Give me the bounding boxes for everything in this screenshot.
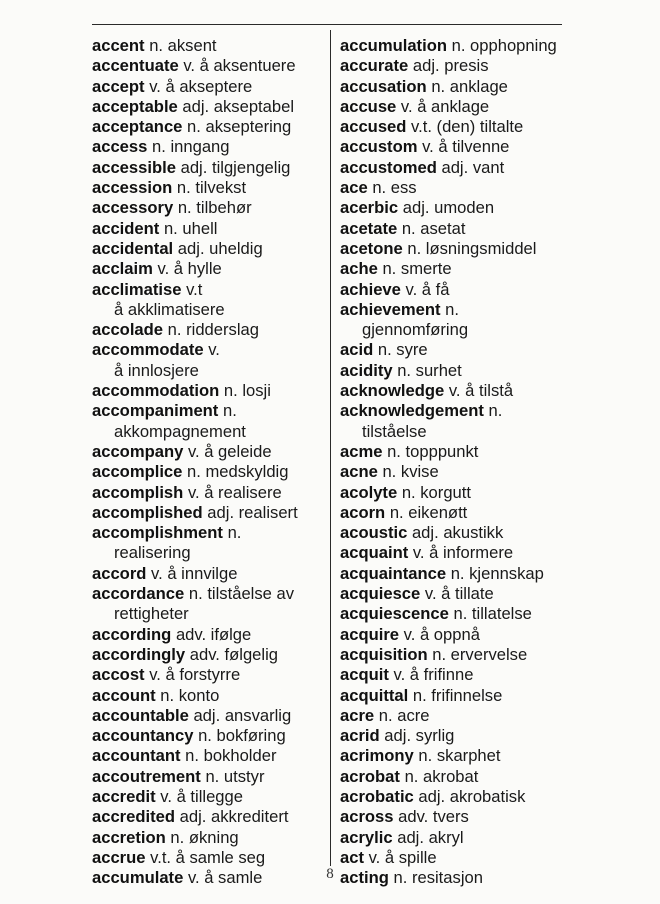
entry-definition: n. medskyldig xyxy=(187,462,289,482)
entry-definition: n. bokføring xyxy=(198,726,286,746)
entry-definition: v. å tillegge xyxy=(160,786,243,806)
entry xyxy=(340,401,562,421)
entry-definition: v. å realisere xyxy=(187,482,282,502)
entry-definition: adj. syrlig xyxy=(384,726,455,746)
entry xyxy=(92,117,324,137)
entry xyxy=(92,787,324,807)
entry-headword: acoustic xyxy=(340,523,408,543)
entry-headword: accredit xyxy=(92,786,156,806)
entry-definition: n. surhet xyxy=(397,360,462,380)
entry-headword: accrue xyxy=(92,847,146,867)
entry xyxy=(340,300,562,320)
entry-definition: v. å tilvenne xyxy=(422,137,510,157)
entry-definition: v.t xyxy=(186,279,203,299)
entry-headword: acrylic xyxy=(340,827,393,847)
entry xyxy=(340,645,562,665)
entry-definition: v. å hylle xyxy=(157,259,222,279)
entry-headword: acquisition xyxy=(340,644,428,664)
entry-headword: accentuate xyxy=(92,56,179,76)
entry-definition: n. xyxy=(222,401,237,421)
entry-definition: v. å informere xyxy=(412,543,514,563)
entry-definition: v. å aksentuere xyxy=(183,56,296,76)
entry-headword: account xyxy=(92,685,156,705)
entry-headword: accumulate xyxy=(92,868,184,888)
entry-definition: adj. realisert xyxy=(207,502,298,522)
entry-headword: acrobatic xyxy=(340,786,414,806)
entry-headword: accord xyxy=(92,563,147,583)
entry-headword: accustom xyxy=(340,137,418,157)
entry xyxy=(340,442,562,462)
entry-definition: n. bokholder xyxy=(185,746,277,766)
entry-headword: acetate xyxy=(340,218,398,238)
entry-headword: acrimony xyxy=(340,746,414,766)
entry-definition: n. asetat xyxy=(401,218,466,238)
entry-definition: n. kjennskap xyxy=(450,563,544,583)
entry-definition: n. anklage xyxy=(431,76,508,96)
entry-definition: n. uhell xyxy=(163,218,218,238)
entry xyxy=(340,523,562,543)
entry-definition: n. tilvekst xyxy=(176,178,247,198)
entry-headword: acclaim xyxy=(92,259,153,279)
entry-headword: acetone xyxy=(340,238,403,258)
entry-headword: accidental xyxy=(92,238,174,258)
entry-headword: acrid xyxy=(340,726,380,746)
entry xyxy=(92,320,324,340)
entry xyxy=(92,219,324,239)
page-number: 8 xyxy=(326,866,334,882)
entry-definition: v. å geleide xyxy=(187,441,272,461)
entry-definition: n. skarphet xyxy=(418,746,501,766)
entry-definition: v.t. (den) tiltalte xyxy=(411,117,524,137)
entry xyxy=(92,137,324,157)
entry-headword: acknowledgement xyxy=(340,401,484,421)
entry-headword: acquaint xyxy=(340,543,409,563)
entry-headword: accept xyxy=(92,76,145,96)
entry-headword: accustomed xyxy=(340,157,437,177)
entry-headword: accountant xyxy=(92,746,181,766)
entry xyxy=(340,625,562,645)
entry-headword: accountancy xyxy=(92,726,194,746)
entry-headword: acme xyxy=(340,441,383,461)
left-column xyxy=(92,36,324,888)
entry-definition: v.t. å samle seg xyxy=(150,847,266,867)
entry-definition: adv. følgelig xyxy=(189,644,279,664)
entry-headword: acorn xyxy=(340,502,386,522)
entry-definition: adj. tilgjengelig xyxy=(180,157,291,177)
entry-definition: n. losji xyxy=(223,381,271,401)
entry-headword: ache xyxy=(340,259,378,279)
entry-headword: achieve xyxy=(340,279,401,299)
entry-definition: v. å samle xyxy=(187,868,263,888)
entry-definition: n. opphopning xyxy=(451,36,557,55)
entry-headword: acidity xyxy=(340,360,393,380)
entry-headword: accompany xyxy=(92,441,184,461)
entry-definition: v. å frifinne xyxy=(393,665,474,685)
entry xyxy=(92,483,324,503)
entry xyxy=(340,604,562,624)
entry xyxy=(340,381,562,401)
entry-headword: accost xyxy=(92,665,145,685)
entry-headword: accomplice xyxy=(92,462,183,482)
entry xyxy=(340,746,562,766)
entry xyxy=(340,219,562,239)
entry-definition: v. å oppnå xyxy=(403,624,480,644)
entry xyxy=(92,807,324,827)
entry xyxy=(92,442,324,462)
entry-definition: n. akrobat xyxy=(404,766,479,786)
entry-definition-continued: rettigheter xyxy=(114,604,189,624)
entry xyxy=(340,665,562,685)
entry-headword: acrobat xyxy=(340,766,400,786)
entry xyxy=(92,158,324,178)
right-column xyxy=(340,36,562,888)
entry-headword: accusation xyxy=(340,76,427,96)
entry xyxy=(92,259,324,279)
entry xyxy=(340,767,562,787)
entry-definition: n. topppunkt xyxy=(387,441,479,461)
entry-definition-continued: tilståelse xyxy=(362,421,427,441)
entry-definition: n. smerte xyxy=(382,259,452,279)
entry xyxy=(340,117,562,137)
entry xyxy=(92,726,324,746)
entry-definition: v. å anklage xyxy=(400,96,490,116)
entry-definition: n. syre xyxy=(377,340,428,360)
column-divider xyxy=(330,30,331,866)
entry xyxy=(340,483,562,503)
entry xyxy=(92,36,324,56)
entry-definition: n. korgutt xyxy=(401,482,471,502)
entry-definition-continued: akkompagnement xyxy=(114,421,246,441)
entry xyxy=(92,665,324,685)
entry xyxy=(340,280,562,300)
entry xyxy=(340,361,562,381)
entry-headword: acid xyxy=(340,340,374,360)
entry-headword: accoutrement xyxy=(92,766,201,786)
entry-headword: accommodation xyxy=(92,381,220,401)
entry xyxy=(92,686,324,706)
entry xyxy=(340,543,562,563)
entry-definition: n. kvise xyxy=(382,462,439,482)
entry-headword: accused xyxy=(340,117,407,137)
entry-headword: accessible xyxy=(92,157,176,177)
entry-headword: acting xyxy=(340,868,389,888)
entry-headword: across xyxy=(340,807,394,827)
entry xyxy=(92,645,324,665)
entry-definition: n. xyxy=(488,401,503,421)
entry-headword: acerbic xyxy=(340,198,399,218)
entry-headword: act xyxy=(340,847,364,867)
entry-definition: n. ridderslag xyxy=(167,320,259,340)
entry xyxy=(92,584,324,604)
entry-headword: accompaniment xyxy=(92,401,219,421)
entry-headword: accolade xyxy=(92,320,164,340)
entry-headword: accident xyxy=(92,218,160,238)
entry-definition: v. å forstyrre xyxy=(149,665,241,685)
entry-definition: v. å få xyxy=(405,279,450,299)
entry xyxy=(340,787,562,807)
entry-definition: n. akseptering xyxy=(187,117,292,137)
entry-headword: accordingly xyxy=(92,644,186,664)
entry-headword: acquit xyxy=(340,665,389,685)
entry-definition: adj. vant xyxy=(441,157,505,177)
entry-headword: achievement xyxy=(340,299,441,319)
entry-headword: acne xyxy=(340,462,378,482)
entry xyxy=(92,746,324,766)
entry-headword: accomplishment xyxy=(92,523,223,543)
entry-definition: n. ervervelse xyxy=(432,644,528,664)
entry-headword: acquittal xyxy=(340,685,409,705)
entry xyxy=(92,239,324,259)
entry-definition: v. å akseptere xyxy=(149,76,253,96)
entry-definition-continued: å akklimatisere xyxy=(114,299,225,319)
entry-definition: n. løsningsmiddel xyxy=(407,238,537,258)
entry xyxy=(340,97,562,117)
entry xyxy=(92,381,324,401)
entry-definition: n. aksent xyxy=(149,36,217,55)
entry-headword: acquiesce xyxy=(340,584,421,604)
entry-definition: n. utstyr xyxy=(205,766,265,786)
entry-headword: acceptance xyxy=(92,117,183,137)
entry xyxy=(340,503,562,523)
entry xyxy=(340,706,562,726)
entry-definition: adj. akustikk xyxy=(411,523,504,543)
entry xyxy=(92,828,324,848)
entry-definition: n. ess xyxy=(372,178,417,198)
entry xyxy=(340,158,562,178)
entry-headword: ace xyxy=(340,178,368,198)
entry-definition: n. xyxy=(445,299,460,319)
entry-definition: n. acre xyxy=(378,705,430,725)
entry-definition: adj. akryl xyxy=(397,827,464,847)
entry-headword: accuse xyxy=(340,96,397,116)
entry xyxy=(340,726,562,746)
entry-definition: n. tillatelse xyxy=(453,604,532,624)
entry xyxy=(340,56,562,76)
entry-definition: n. inngang xyxy=(152,137,230,157)
entry-definition: v. å tillate xyxy=(424,584,494,604)
entry xyxy=(92,523,324,543)
entry-headword: accurate xyxy=(340,56,409,76)
entry-definition: n. økning xyxy=(170,827,239,847)
entry-headword: acquire xyxy=(340,624,400,644)
entry xyxy=(340,462,562,482)
entry-definition-continued: gjennomføring xyxy=(362,320,469,340)
entry-definition: n. tilståelse av xyxy=(188,584,295,604)
entry-headword: accordance xyxy=(92,584,185,604)
entry-headword: acre xyxy=(340,705,375,725)
entry-definition: v. å tilstå xyxy=(448,381,514,401)
entry-definition: n. eikenøtt xyxy=(389,502,468,522)
entry xyxy=(340,686,562,706)
entry xyxy=(340,178,562,198)
entry-definition: n. konto xyxy=(160,685,220,705)
entry-headword: accumulation xyxy=(340,36,447,55)
entry xyxy=(340,77,562,97)
entry-headword: accredited xyxy=(92,807,176,827)
entry-headword: access xyxy=(92,137,148,157)
entry-headword: accretion xyxy=(92,827,166,847)
entry-headword: accountable xyxy=(92,705,189,725)
entry xyxy=(92,625,324,645)
entry-definition: n. resitasjon xyxy=(393,868,483,888)
entry-definition: n. xyxy=(227,523,242,543)
entry-headword: accommodate xyxy=(92,340,204,360)
entry xyxy=(92,767,324,787)
entry-definition-continued: å innlosjere xyxy=(114,360,199,380)
entry xyxy=(340,198,562,218)
entry xyxy=(340,36,562,56)
entry xyxy=(92,56,324,76)
entry xyxy=(340,340,562,360)
entry-headword: acceptable xyxy=(92,96,178,116)
entry-definition: adj. presis xyxy=(412,56,489,76)
entry-definition: n. tilbehør xyxy=(177,198,252,218)
entry-headword: according xyxy=(92,624,172,644)
entry-definition: v. å innvilge xyxy=(151,563,238,583)
entry-definition: adj. uheldig xyxy=(177,238,263,258)
entry-headword: acquiescence xyxy=(340,604,449,624)
entry-definition: v. xyxy=(208,340,220,360)
entry xyxy=(340,584,562,604)
entry-definition: adj. akkreditert xyxy=(179,807,289,827)
entry xyxy=(92,706,324,726)
entry xyxy=(92,564,324,584)
entry-headword: acknowledge xyxy=(340,381,445,401)
entry-definition: v. å spille xyxy=(368,847,437,867)
entry-definition: adj. ansvarlig xyxy=(193,705,292,725)
entry xyxy=(340,807,562,827)
entry-headword: acquaintance xyxy=(340,563,447,583)
entry-headword: acclimatise xyxy=(92,279,182,299)
entry-definition: adj. akseptabel xyxy=(182,96,295,116)
entry xyxy=(92,462,324,482)
entry-definition: adv. ifølge xyxy=(175,624,252,644)
entry xyxy=(340,259,562,279)
entry-headword: acolyte xyxy=(340,482,398,502)
entry xyxy=(92,503,324,523)
entry-headword: accessory xyxy=(92,198,174,218)
entry xyxy=(92,77,324,97)
entry xyxy=(340,239,562,259)
entry-definition: adj. akrobatisk xyxy=(418,786,526,806)
entry-definition: adj. umoden xyxy=(402,198,495,218)
entry xyxy=(92,97,324,117)
entry xyxy=(92,198,324,218)
entry-definition: adv. tvers xyxy=(398,807,469,827)
entry-headword: accomplished xyxy=(92,502,203,522)
entry-definition: n. frifinnelse xyxy=(412,685,503,705)
entry xyxy=(92,280,324,300)
entry xyxy=(92,340,324,360)
entry xyxy=(92,178,324,198)
entry xyxy=(340,828,562,848)
top-rule xyxy=(92,24,562,25)
entry-definition-continued: realisering xyxy=(114,543,191,563)
entry-headword: accession xyxy=(92,178,173,198)
entry xyxy=(92,401,324,421)
entry xyxy=(340,137,562,157)
entry-headword: accent xyxy=(92,36,145,55)
entry-headword: accomplish xyxy=(92,482,184,502)
entry xyxy=(340,564,562,584)
